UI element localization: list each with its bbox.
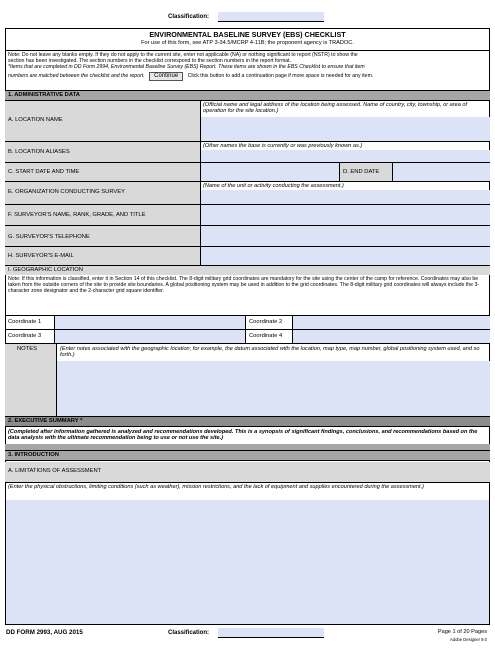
classification-top-input[interactable] <box>218 12 324 22</box>
form-title: ENVIRONMENTAL BASELINE SURVEY (EBS) CHECKLIST <box>149 30 346 39</box>
coordinate-1-input[interactable] <box>55 316 245 329</box>
section-1-header: 1. ADMINISTRATIVE DATA <box>5 90 490 101</box>
classification-label: Classification: <box>168 14 210 20</box>
coordinate-3-label: Coordinate 3 <box>8 333 42 339</box>
organization-label: E. ORGANIZATION CONDUCTING SURVEY <box>8 189 126 195</box>
start-date-input[interactable] <box>201 163 339 181</box>
location-name-hint: (Official name and legal address of the location being assessed. Name of country, city, township, or area of operation for the site location.) <box>203 102 468 115</box>
location-name-input[interactable] <box>201 117 490 141</box>
end-date-input[interactable] <box>393 163 490 181</box>
organization-input[interactable] <box>201 190 490 204</box>
start-date-label: C. START DATE AND TIME <box>8 169 80 175</box>
end-date-label: D. END DATE <box>343 169 380 175</box>
coordinate-4-label: Coordinate 4 <box>249 333 283 339</box>
designer-version: Adobe Designer 9.0 <box>449 637 487 642</box>
surveyor-phone-input[interactable] <box>201 226 490 246</box>
surveyor-email-input[interactable] <box>201 247 490 265</box>
page-number: Page 1 of 20 Pages <box>437 629 487 635</box>
surveyor-phone-label: G. SURVEYOR'S TELEPHONE <box>8 234 90 240</box>
coordinate-3-input[interactable] <box>55 330 245 343</box>
section-2-header: 2. EXECUTIVE SUMMARY * <box>5 416 490 427</box>
surveyor-name-input[interactable] <box>201 205 490 225</box>
organization-hint: (Name of the unit or activity conducting the assessment.) <box>203 183 344 189</box>
form-number: DD FORM 2993, AUG 2015 <box>6 629 83 636</box>
coordinate-1-label: Coordinate 1 <box>8 319 42 325</box>
limitations-input[interactable] <box>6 500 489 624</box>
limitations-label: A. LIMITATIONS OF ASSESSMENT <box>8 468 102 474</box>
form-subtitle: For use of this form, see ATP 3-34.5/MCRP 4-11B; the proponent agency is TRADOC. <box>141 40 354 46</box>
coordinate-4-input[interactable] <box>293 330 490 343</box>
coordinate-2-input[interactable] <box>293 316 490 329</box>
location-aliases-input[interactable] <box>201 150 490 162</box>
section-3-header: 3. INTRODUCTION <box>5 450 490 461</box>
classification-bottom-input[interactable] <box>218 628 324 638</box>
geographic-note: Note: If this information is classified, enter it in Section 14 of this checklist. The 8-digit military grid coordinates are mandatory for the site using the center of the camp for reference. Coordinates may also be taken from the outside corners of the site to provide site boundaries. A global positioning system may be used in addition to the grid coordinates. The 8-digit military grid coordinates will always include the 3-character zone designator and the 2-character grid square identifier. <box>8 276 480 294</box>
classification-bottom-label: Classification: <box>168 630 210 636</box>
notes-label: NOTES <box>17 346 37 352</box>
geographic-location-label: I. GEOGRAPHIC LOCATION <box>8 267 83 273</box>
notes-hint: (Enter notes associated with the geographic location; for example, the datum associated with the location, map type, map number, global positioning system used, and so forth.) <box>60 346 480 359</box>
notes-input[interactable] <box>57 361 490 416</box>
instructions-note: Note: Do not leave any blanks empty. If they do not apply to the current site, enter not applicable (NA) or nothing significant to report (NSTR) to show the section has been investigated. The section numbers in the checklist correspond to the section numbers in the report format. *Items that are completed in DD Form 2994, Environmental Baseline Survey (EBS) Report. These items are shown in the EBS Checklist to ensure that item numbers are matched between the checklist and the report. Continue Click this button to add a continuation page if more space is needed for any item. <box>8 52 374 79</box>
surveyor-name-label: F. SURVEYOR'S NAME, RANK, GRADE, AND TITLE <box>8 212 146 218</box>
continue-button[interactable]: Continue <box>149 72 183 81</box>
location-aliases-hint: (Other names the base is currently or was previously known as.) <box>203 143 363 149</box>
coordinate-2-label: Coordinate 2 <box>249 319 283 325</box>
location-aliases-label: B. LOCATION ALIASES <box>8 149 70 155</box>
location-name-label: A. LOCATION NAME <box>8 117 63 123</box>
surveyor-email-label: H. SURVEYOR'S E-MAIL <box>8 253 74 259</box>
executive-summary-hint: (Completed after information gathered is analyzed and recommendations developed. This is a synopsis of significant findings, conclusions, and recommendations based on the data analysis with the ultimate recommendation being to use or not use the site.) <box>8 429 478 442</box>
limitations-hint: (Enter the physical obstructions, limiting conditions (such as weather), mission restrictions, and the lack of equipment and supplies encountered during the assessment.) <box>8 484 425 490</box>
